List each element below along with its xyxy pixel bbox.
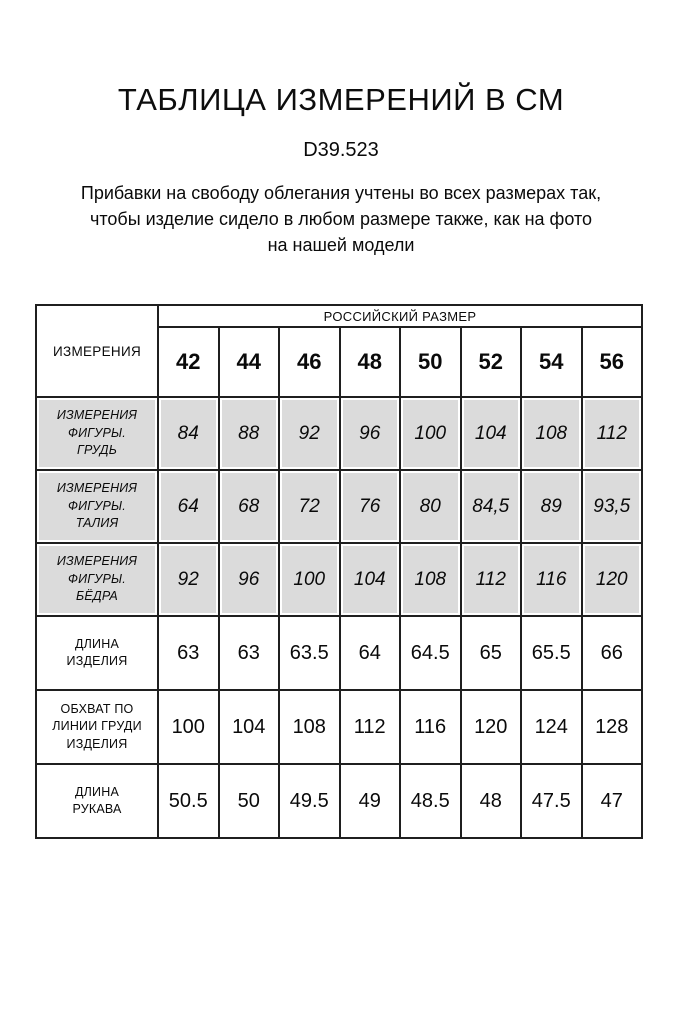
value-cell: 88: [219, 397, 280, 470]
value-cell: 104: [461, 397, 522, 470]
value-cell: 112: [461, 543, 522, 616]
table-row: [36, 543, 642, 616]
value-cell: 120: [461, 690, 522, 764]
value-cell: 80: [400, 470, 461, 543]
value-cell: 104: [340, 543, 401, 616]
value-cell: 93,5: [582, 470, 643, 543]
size-column-header: 56: [582, 327, 643, 397]
value-cell: 68: [219, 470, 280, 543]
value-cell: 100: [279, 543, 340, 616]
russian-size-group-header: РОССИЙСКИЙ РАЗМЕР: [158, 305, 642, 327]
value-cell: 47: [582, 764, 643, 838]
value-cell: 112: [340, 690, 401, 764]
size-column-header: 52: [461, 327, 522, 397]
size-column-header: 48: [340, 327, 401, 397]
table-row: [36, 690, 642, 764]
value-cell: 84: [158, 397, 219, 470]
value-cell: 96: [340, 397, 401, 470]
value-cell: 47.5: [521, 764, 582, 838]
value-cell: 48.5: [400, 764, 461, 838]
value-cell: 64: [340, 616, 401, 690]
value-cell: 48: [461, 764, 522, 838]
value-cell: 116: [400, 690, 461, 764]
row-label: ИЗМЕРЕНИЯ ФИГУРЫ. ТАЛИЯ: [36, 470, 158, 543]
table-row: [36, 616, 642, 690]
value-cell: 116: [521, 543, 582, 616]
page-title: ТАБЛИЦА ИЗМЕРЕНИЙ В СМ: [117, 82, 565, 117]
value-cell: 92: [279, 397, 340, 470]
value-cell: 63: [219, 616, 280, 690]
measurements-corner-header: ИЗМЕРЕНИЯ: [36, 305, 158, 397]
size-column-header: 46: [279, 327, 340, 397]
value-cell: 65.5: [521, 616, 582, 690]
value-cell: 92: [158, 543, 219, 616]
value-cell: 50.5: [158, 764, 219, 838]
value-cell: 104: [219, 690, 280, 764]
fit-note: [0, 180, 682, 258]
table-row: [36, 764, 642, 838]
value-cell: 66: [582, 616, 643, 690]
value-cell: 108: [279, 690, 340, 764]
row-label: ДЛИНА ИЗДЕЛИЯ: [36, 616, 158, 690]
value-cell: 63: [158, 616, 219, 690]
size-column-header: 42: [158, 327, 219, 397]
row-label: ИЗМЕРЕНИЯ ФИГУРЫ. ГРУДЬ: [36, 397, 158, 470]
value-cell: 49.5: [279, 764, 340, 838]
value-cell: 112: [582, 397, 643, 470]
table-row: [36, 470, 642, 543]
fit-note-line: чтобы изделие сидело в любом размере также, как на фото: [89, 209, 593, 229]
value-cell: 96: [219, 543, 280, 616]
row-label: ОБХВАТ ПО ЛИНИИ ГРУДИ ИЗДЕЛИЯ: [36, 690, 158, 764]
value-cell: 76: [340, 470, 401, 543]
table-body: [36, 397, 642, 838]
fit-note-line: Прибавки на свободу облегания учтены во всех размерах так,: [80, 183, 602, 203]
value-cell: 63.5: [279, 616, 340, 690]
value-cell: 49: [340, 764, 401, 838]
value-cell: 50: [219, 764, 280, 838]
value-cell: 120: [582, 543, 643, 616]
group-header-row: [36, 305, 642, 327]
measurements-table: [35, 304, 643, 839]
row-label: ИЗМЕРЕНИЯ ФИГУРЫ. БЁДРА: [36, 543, 158, 616]
value-cell: 100: [400, 397, 461, 470]
value-cell: 128: [582, 690, 643, 764]
value-cell: 64: [158, 470, 219, 543]
table-row: [36, 397, 642, 470]
value-cell: 64.5: [400, 616, 461, 690]
value-cell: 65: [461, 616, 522, 690]
value-cell: 100: [158, 690, 219, 764]
article-code: D39.523: [303, 139, 379, 161]
value-cell: 108: [521, 397, 582, 470]
fit-note-line: на нашей модели: [267, 235, 415, 255]
value-cell: 124: [521, 690, 582, 764]
size-column-header: 50: [400, 327, 461, 397]
size-column-header: 54: [521, 327, 582, 397]
value-cell: 72: [279, 470, 340, 543]
value-cell: 89: [521, 470, 582, 543]
value-cell: 84,5: [461, 470, 522, 543]
value-cell: 108: [400, 543, 461, 616]
table-header: [36, 305, 642, 397]
size-chart-page: [0, 82, 682, 1024]
row-label: ДЛИНА РУКАВА: [36, 764, 158, 838]
size-column-header: 44: [219, 327, 280, 397]
